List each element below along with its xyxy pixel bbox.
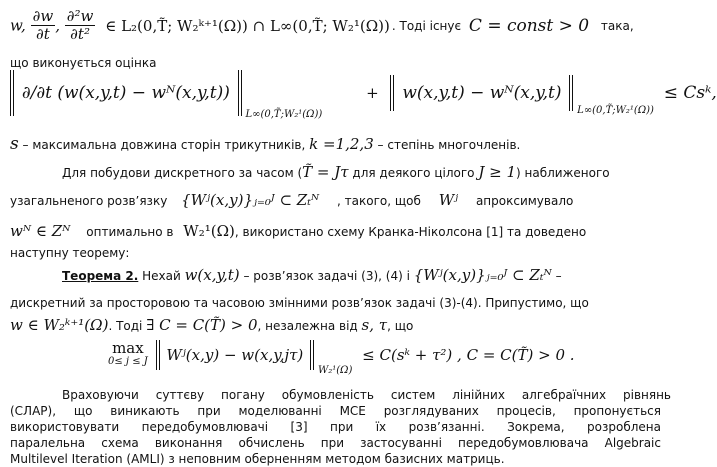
estimate-sub-2: L∞(0,T̃;W₂¹(Ω)) — [577, 104, 654, 116]
max-norm-bar-left — [156, 340, 160, 370]
math-s-tau: s, τ — [361, 316, 388, 334]
estimate-term-2: w(x,y,t) − wᴺ(x,y,t) — [402, 83, 562, 103]
max-norm-sub: W₂¹(Ω) — [317, 364, 353, 376]
math-exists-c: ∃ C = C(T̃) > 0 — [146, 316, 258, 334]
line-11: w ∈ W₂ᵏ⁺¹(Ω). Тоді ∃ C = C(T̃) > 0, незалежна від s, τ, що — [10, 316, 414, 334]
estimate-rhs: ≤ Csᵏ, — [663, 83, 717, 103]
line-8: наступну теорему: — [10, 246, 130, 260]
line-10: дискретний за просторовою та часовою змінними розв’язок задачі (3)-(4). Припустимо, що — [10, 296, 589, 310]
para2-line-4: паралельна схема виконання обчислень при застосуванні передобумовлювача Algebraic — [10, 436, 661, 450]
math-w21-omega: W₂¹(Ω) — [183, 222, 235, 240]
estimate-plus: + — [366, 84, 379, 102]
second-partial-w-fraction: $\frac{\text{∂²w}}{\text{∂t²}}$ — [66, 7, 94, 43]
norm-bar-left-2 — [390, 75, 394, 111]
math-w-in-sobolev: w ∈ W₂ᵏ⁺¹(Ω) — [10, 316, 109, 334]
para2-line-5: Multilevel Iteration (AMLI) з неповним оберненням методом базисних матриць. — [10, 452, 505, 466]
estimate-formula — [10, 70, 717, 130]
math-t-eq-jtau: T̃ = Jτ — [302, 163, 349, 181]
math-j-ge-1: J ≥ 1 — [478, 163, 516, 181]
norm-bar-right-1 — [238, 70, 242, 116]
para2-line-1: Враховуючи суттєву погану обумовленість систем лінійних алгебраїчних рівнянь — [62, 388, 671, 402]
line-6: узагальненого розв’язку {Wʲ(x,y)}ⱼ₌₀ᴶ ⊂ Zₜᴺ , такого, щоб Wʲ апроксимувало — [10, 191, 574, 209]
estimate-sub-1: L∞(0,T̃;W₂¹(Ω)) — [245, 108, 323, 120]
para2-line-3: використовувати передобумовлювачі [3] при їх розв’язанні. Зокрема, розроблена — [10, 420, 661, 434]
max-norm-bar-right — [310, 340, 314, 370]
text-such: така, — [600, 18, 634, 33]
max-rhs: ≤ C(sᵏ + τ²) , C = C(T̃) > 0 . — [362, 346, 575, 364]
math-w-xyt: w(x,y,t) — [184, 266, 240, 284]
math-k-range: k =1,2,3 — [309, 135, 374, 153]
line-2: що виконується оцінка — [10, 56, 157, 70]
math-w: w, — [10, 16, 31, 35]
text-then-exists: . Тоді існує — [391, 18, 462, 33]
function-space-membership: ∈ L₂(0,T̃; W₂ᵏ⁺¹(Ω)) ∩ L∞(0,T̃; W₂¹(Ω)) — [105, 16, 390, 35]
max-norm-body: Wʲ(x,y) − w(x,y,jτ) — [166, 346, 304, 364]
norm-bar-left-1 — [10, 70, 14, 116]
line-5: Для побудови дискретного за часом (T̃ = Jτ для деякого цілого J ≥ 1) наближеного — [62, 163, 610, 181]
theorem-line: Теорема 2. Нехай w(x,y,t) – розв’язок задачі (3), (4) і {Wʲ(x,y)}ⱼ₌₀ᴶ ⊂ Zₜᴺ – — [62, 266, 562, 284]
math-wn-in-zn: wᴺ ∈ Zᴺ — [10, 222, 71, 240]
line-1: w, $\frac{\partial w}{\partial t}$ , $\frac{\text{∂²w}}{\text{∂t²}}$ ∈ L₂(0,T̃; W₂ᵏ⁺¹(Ω)) ∩ L∞(0,T̃; W₂¹(Ω)) . Тоді існує C = const > 0 така, — [10, 7, 634, 43]
theorem-title: Теорема 2. — [62, 269, 139, 283]
line-7: wᴺ ∈ Zᴺ оптимально в W₂¹(Ω), використано схему Кранка-Ніколсона [1] та доведено — [10, 222, 587, 240]
line-4: s – максимальна довжина сторін трикутників, k =1,2,3 – степінь многочленів. — [10, 134, 521, 154]
para2-line-2: (СЛАР), що виникають при моделюванні МСЕ розглядуваних процесів, пропонується — [10, 404, 661, 418]
norm-bar-right-2 — [569, 75, 573, 111]
math-const: C = const > 0 — [468, 15, 590, 36]
max-formula — [108, 340, 575, 384]
math-s: s — [10, 134, 19, 154]
estimate-term-1: ∂/∂t (w(x,y,t) − wᴺ(x,y,t)) — [21, 83, 230, 103]
math-wj: Wʲ — [438, 191, 459, 209]
math-discrete-solution: {Wʲ(x,y)}ⱼ₌₀ᴶ ⊂ Zₜᴺ — [181, 191, 320, 209]
max-operator: max 0≤ j ≤ J — [108, 339, 148, 367]
partial-w-fraction: $\frac{\partial w}{\partial t}$ — [32, 7, 54, 43]
math-discrete-set: {Wʲ(x,y)}ⱼ₌₀ᴶ ⊂ Zₜᴺ — [413, 266, 552, 284]
